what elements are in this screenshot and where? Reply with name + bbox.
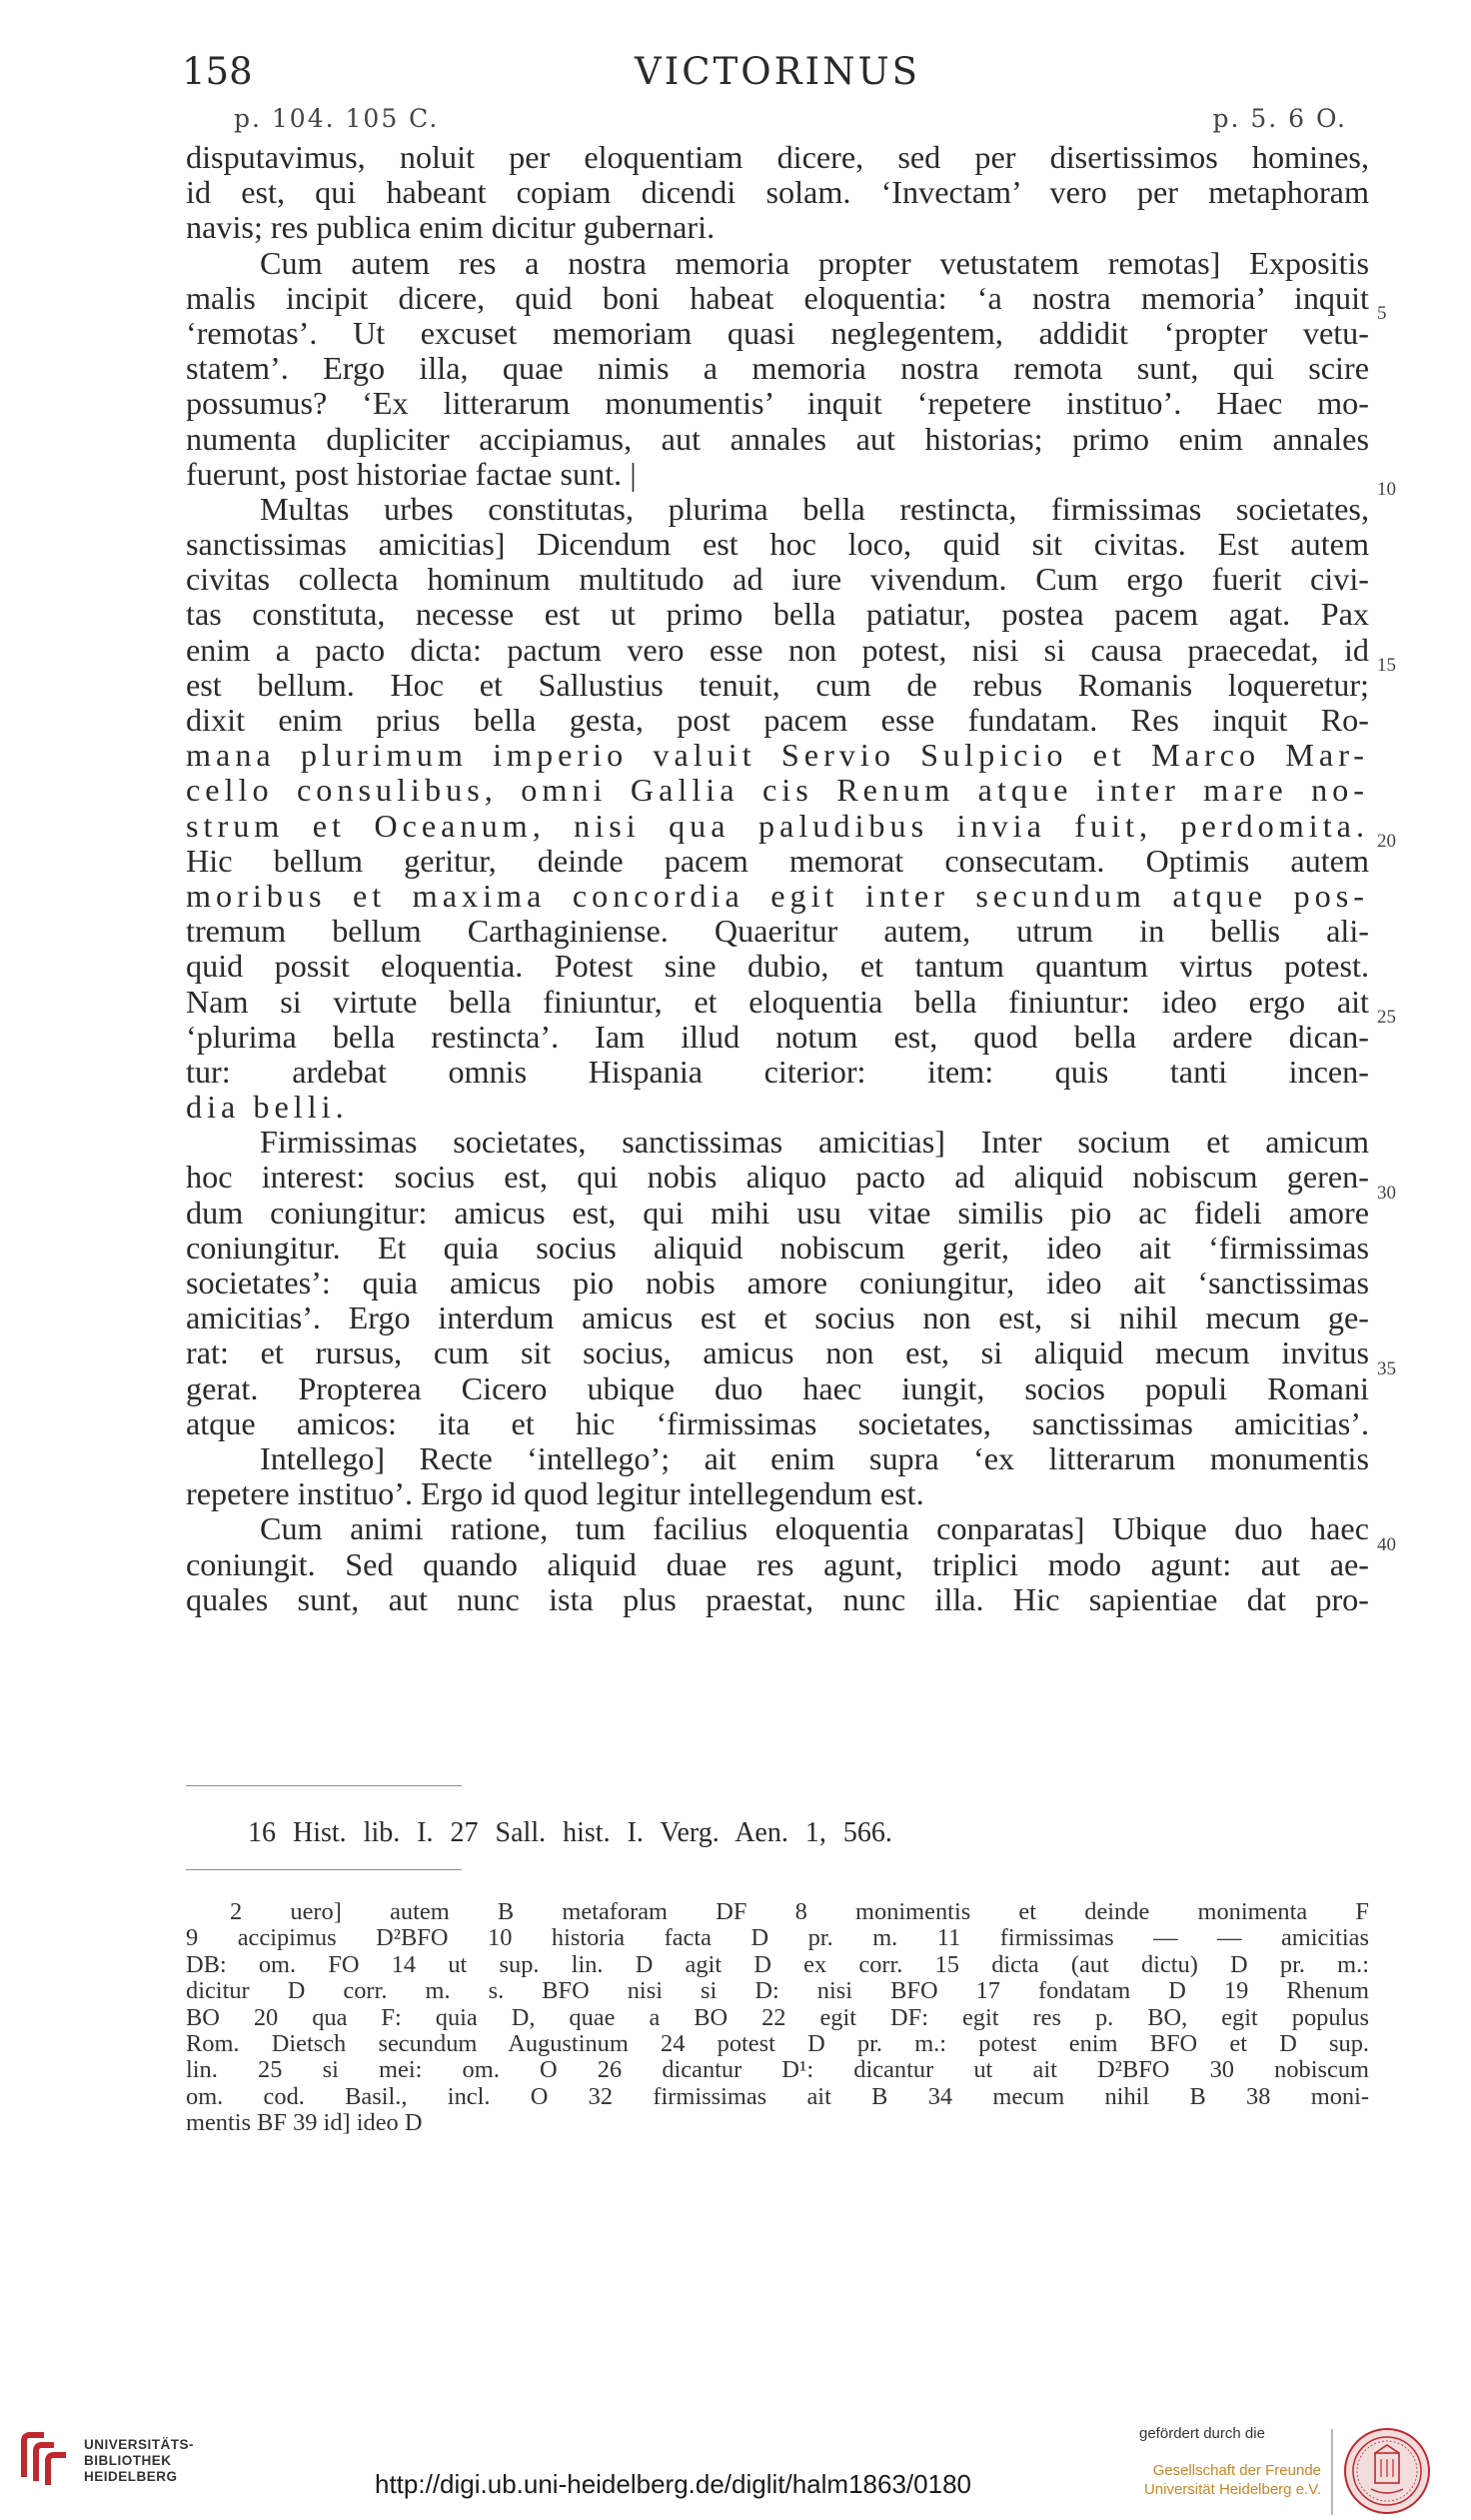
text-line: hoc interest: socius est, qui nobis aliquo pacto ad aliquid nobiscum geren- (186, 1159, 1369, 1196)
text-line: gerat. Propterea Cicero ubique duo haec iungit, socios populi Romani (186, 1369, 1369, 1406)
text-line: enim a pacto dicta: pactum vero esse non potest, nisi si causa praecedat, id (186, 631, 1369, 668)
text-line: possumus? ‘Ex litterarum monumentis’ inquit ‘repetere instituo’. Haec mo- (186, 385, 1369, 422)
text-line: dia belli. (186, 1089, 349, 1126)
text-line: dum coniungitur: amicus est, qui mihi usu vitae similis pio ac fideli amore (186, 1194, 1369, 1231)
university-seal-icon (1343, 2427, 1431, 2519)
text-line: tas constituta, necesse est ut primo bella patiatur, postea pacem agat. Pax (186, 596, 1369, 633)
apparatus-line: lin. 25 si mei: om. O 26 dicantur D¹: dicantur ut ait D²BFO 30 nobiscum (186, 2056, 1369, 2084)
text-line: quid possit eloquentia. Potest sine dubio, et tantum quantum virtus potest. (186, 948, 1369, 985)
testimonia-rule (186, 1785, 462, 1786)
text-line: coniungit. Sed quando aliquid duae res agunt, triplici modo agunt: aut ae- (186, 1545, 1369, 1582)
permalink-url[interactable]: http://digi.ub.uni-heidelberg.de/diglit/halm1863/0180 (375, 2469, 971, 2499)
line-number: 25 (1377, 1007, 1396, 1028)
apparatus-line: mentis BF 39 id] ideo D (186, 2109, 423, 2137)
line-number: 30 (1377, 1183, 1396, 1204)
text-line: Hic bellum geritur, deinde pacem memorat consecutam. Optimis autem (186, 842, 1369, 879)
text-line: sanctissimas amicitias] Dicendum est hoc loco, quid sit civitas. Est autem (186, 526, 1369, 563)
ub-heidelberg-logo-icon (14, 2427, 76, 2493)
edition-reference-left: p. 104. 105 C. (234, 104, 440, 133)
running-head (182, 50, 1373, 133)
line-number: 40 (1377, 1534, 1396, 1555)
line-number: 5 (1377, 303, 1387, 324)
text-line: Cum autem res a nostra memoria propter vetustatem remotas] Expositis (260, 244, 1369, 281)
apparatus-line: Rom. Dietsch secundum Augustinum 24 potest D pr. m.: potest enim BFO et D sup. (186, 2030, 1369, 2058)
line-number: 15 (1377, 655, 1396, 676)
line-number: 10 (1377, 479, 1396, 500)
text-line: mana plurimum imperio valuit Servio Sulpicio et Marco Mar- (186, 737, 1369, 774)
apparatus-line: BO 20 qua F: quia D, quae a BO 22 egit DF: egit res p. BO, egit populus (186, 2003, 1369, 2031)
text-line: cello consulibus, omni Gallia cis Renum atque inter mare no- (186, 772, 1369, 809)
text-line: disputavimus, noluit per eloquentiam dicere, sed per disertissimos homines, (186, 139, 1369, 175)
text-line: amicitias’. Ergo interdum amicus est et socius non est, si nihil mecum ge- (186, 1299, 1369, 1336)
text-line: Cum animi ratione, tum facilius eloquentia conparatas] Ubique duo haec (260, 1510, 1369, 1547)
text-line: navis; res publica enim dicitur gubernari. (186, 209, 716, 246)
apparatus-line: om. cod. Basil., incl. O 32 firmissimas ait B 34 mecum nihil B 38 moni- (186, 2082, 1369, 2110)
text-line: tur: ardebat omnis Hispania citerior: item: quis tanti incen- (186, 1053, 1369, 1090)
text-line: ‘remotas’. Ut excuset memoriam quasi neglegentem, addidit ‘propter vetu- (186, 314, 1369, 351)
apparatus-line: 2 uero] autem B metaforam DF 8 monimentis et deinde monimenta F (230, 1898, 1369, 1925)
text-line: ‘plurima bella restincta’. Iam illud notum est, quod bella ardere dican- (186, 1018, 1369, 1055)
text-line: quales sunt, aut nunc ista plus praestat, nunc illa. Hic sapientiae dat pro- (186, 1580, 1369, 1617)
text-line: atque amicos: ita et hic ‘firmissimas societates, sanctissimas amicitias’. (186, 1404, 1369, 1441)
page-number: 158 (182, 50, 253, 93)
text-line: Intellego] Recte ‘intellego’; ait enim supra ‘ex litterarum monumentis (260, 1439, 1369, 1476)
society-name: Gesellschaft der Freunde Universität Heidelberg e.V. (1143, 2462, 1321, 2498)
text-line: coniungitur. Et quia socius aliquid nobiscum gerit, ideo ait ‘firmissimas (186, 1229, 1369, 1265)
line-number: 20 (1377, 831, 1396, 852)
commentary-text (186, 140, 1369, 1617)
running-title: VICTORINUS (634, 50, 921, 93)
text-line: Nam si virtute bella finiuntur, et eloquentia bella finiuntur: ideo ergo ait (186, 983, 1369, 1020)
text-line: tremum bellum Carthaginiense. Quaeritur autem, utrum in bellis ali- (186, 913, 1369, 950)
text-line: societates’: quia amicus pio nobis amore coniungitur, ideo ait ‘sanctissimas (186, 1264, 1369, 1300)
text-line: numenta dupliciter accipiamus, aut annales aut historias; primo enim annales (186, 420, 1369, 457)
text-line: strum et Oceanum, nisi qua paludibus invia fuit, perdomita. (186, 807, 1369, 844)
text-line: Firmissimas societates, sanctissimas amicitias] Inter socium et amicum (260, 1124, 1369, 1161)
institution-name: UNIVERSITÄTS- BIBLIOTHEK HEIDELBERG (84, 2437, 195, 2484)
digitization-footer (0, 2425, 1471, 2520)
text-line: est bellum. Hoc et Sallustius tenuit, cum de rebus Romanis loqueretur; (186, 666, 1369, 703)
text-line: dixit enim prius bella gesta, post pacem esse fundatam. Res inquit Ro- (186, 702, 1369, 738)
testimonia: 16 Hist. lib. I. 27 Sall. hist. I. Verg. Aen. 1, 566. (248, 1817, 892, 1848)
apparatus-line: dicitur D corr. m. s. BFO nisi si D: nisi BFO 17 fondatam D 19 Rhenum (186, 1977, 1369, 2005)
text-line: id est, qui habeant copiam dicendi solam. ‘Invectam’ vero per metaphoram (186, 174, 1369, 211)
text-line: malis incipit dicere, quid boni habeat eloquentia: ‘a nostra memoria’ inquit (186, 279, 1369, 316)
apparatus-rule (186, 1869, 462, 1870)
text-line: fuerunt, post historiae factae sunt. | (186, 455, 637, 492)
line-number: 35 (1377, 1358, 1396, 1379)
apparatus-line: DB: om. FO 14 ut sup. lin. D agit D ex corr. 15 dicta (aut dictu) D pr. m.: (186, 1950, 1369, 1978)
text-line: moribus et maxima concordia egit inter secundum atque pos- (186, 877, 1369, 914)
text-line: Multas urbes constitutas, plurima bella restincta, firmissimas societates, (260, 490, 1369, 527)
text-line: repetere instituo’. Ergo id quod legitur intellegendum est. (186, 1475, 924, 1512)
funding-note: gefördert durch die (1139, 2425, 1265, 2442)
text-line: rat: et rursus, cum sit socius, amicus non est, si aliquid mecum invitus (186, 1334, 1369, 1371)
text-line: statem’. Ergo illa, quae nimis a memoria nostra remota sunt, qui scire (186, 350, 1369, 387)
footer-divider (1331, 2429, 1333, 2515)
edition-reference-right: p. 5. 6 O. (1212, 104, 1347, 133)
apparatus-line: 9 accipimus D²BFO 10 historia facta D pr. m. 11 firmissimas — — amicitias (186, 1924, 1369, 1952)
critical-apparatus (186, 1899, 1369, 2137)
text-line: civitas collecta hominum multitudo ad iure vivendum. Cum ergo fuerit civi- (186, 561, 1369, 598)
